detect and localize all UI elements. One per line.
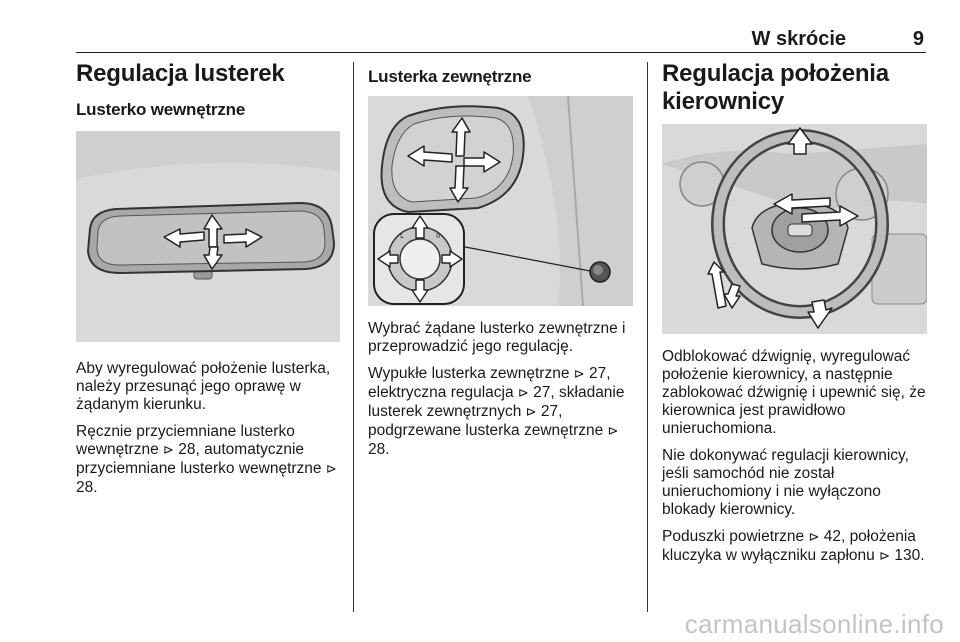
steering-references: Poduszki powietrzne ⊳ 42, położenia kluczyka w wyłączniku zapłonu ⊳ 130. xyxy=(662,528,925,564)
svg-text:II: II xyxy=(436,232,441,240)
reference-arrow-icon: ⊳ xyxy=(163,443,174,458)
reference-arrow-icon: ⊳ xyxy=(808,530,820,545)
reference-arrow-icon: ⊳ xyxy=(517,386,529,401)
heading-steering-adjustment: Regulacja położenia kierownicy xyxy=(662,60,889,115)
interior-mirror-instruction: Aby wyregulować położenie lusterka, należy przesunąć jego oprawę w żądanym kierunku. xyxy=(76,360,331,413)
page-reference-link[interactable]: 28 xyxy=(178,441,196,458)
column-divider-1 xyxy=(353,62,354,612)
page-reference-link[interactable]: 27 xyxy=(533,384,551,401)
interior-mirror-illustration xyxy=(76,131,340,342)
subheading-interior-mirror: Lusterko wewnętrzne xyxy=(76,100,246,119)
heading-mirror-adjustment: Regulacja lusterek xyxy=(76,60,285,87)
page-number: 9 xyxy=(912,28,924,50)
column-mirrors xyxy=(76,60,340,121)
reference-arrow-icon: ⊳ xyxy=(607,424,619,439)
page-reference-link[interactable]: 27 xyxy=(540,403,559,420)
column3-text xyxy=(662,348,927,566)
exterior-mirror-references: Wypukłe lusterka zewnętrzne ⊳ 27, elektryczna regulacja ⊳ 27, składanie lusterek zewnętrznych ⊳ 27, podgrzewane lusterka zewnętrzne ⊳ 28. xyxy=(368,365,625,458)
reference-arrow-icon: ⊳ xyxy=(325,462,337,477)
reference-arrow-icon: ⊳ xyxy=(573,367,585,382)
page-reference-link[interactable]: 28 xyxy=(368,441,386,458)
steering-wheel-illustration xyxy=(662,124,927,334)
section-title: W skrócie xyxy=(751,28,846,50)
interior-mirror-references: Ręcznie przyciemniane lusterko wewnętrzne ⊳ 28, automatycznie przyciemniane lusterko wewnętrzne ⊳ 28. xyxy=(76,423,337,496)
reference-arrow-icon: ⊳ xyxy=(525,405,537,420)
page-reference-link[interactable]: 27 xyxy=(588,365,607,382)
reference-arrow-icon: ⊳ xyxy=(879,549,891,564)
column-exterior-mirrors xyxy=(368,66,633,88)
exterior-mirror-instruction: Wybrać żądane lusterko zewnętrzne i przeprowadzić jego regulację. xyxy=(368,320,626,355)
page-reference-link[interactable]: 130 xyxy=(894,547,921,564)
svg-text:L: L xyxy=(400,232,404,240)
steering-instruction: Odblokować dźwignię, wyregulować położenie kierownicy, a następnie zablokować dźwignię i upewnić się, że kierownica jest prawidłowo unieruchomiona. xyxy=(662,348,926,437)
column-divider-2 xyxy=(647,62,648,612)
watermark: carmanualsonline.info xyxy=(684,609,944,639)
page-header xyxy=(76,28,926,53)
column-steering xyxy=(662,60,927,116)
subheading-exterior-mirrors: Lusterka zewnętrzne xyxy=(368,67,532,86)
page-reference-link[interactable]: 28 xyxy=(76,479,94,496)
steering-warning: Nie dokonywać regulacji kierownicy, jeśli samochód nie został unieruchomiony i nie wyłączono blokady kierownicy. xyxy=(662,447,909,518)
exterior-mirror-illustration xyxy=(368,96,633,306)
column1-text xyxy=(76,360,340,497)
page-reference-link[interactable]: 42 xyxy=(823,528,841,545)
column2-text xyxy=(368,320,633,459)
